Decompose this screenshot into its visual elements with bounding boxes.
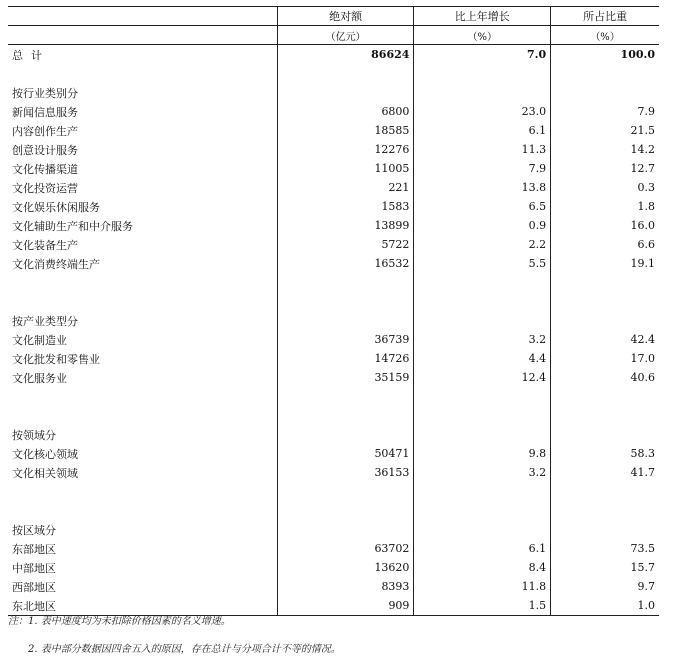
section-title: 按行业类别分 [12, 86, 78, 100]
footnote-2: 2. 表中部分数据因四舍五入的原因，存在总计与分项合计不等的情况。 [28, 644, 341, 655]
unit-row [8, 26, 659, 45]
row-absolute: 50471 [277, 444, 414, 463]
header-absolute-amount: 绝对额 [277, 7, 414, 26]
row-label: 内容创作生产 [12, 124, 78, 138]
row-absolute: 13620 [277, 558, 414, 577]
row-growth: 12.4 [414, 368, 551, 387]
total-row [8, 45, 659, 65]
total-label: 总计 [12, 48, 50, 62]
table-row [8, 235, 659, 254]
row-label: 文化服务业 [12, 371, 67, 385]
row-label: 文化批发和零售业 [12, 352, 100, 366]
row-share: 16.0 [551, 216, 659, 235]
spacer-cell [277, 273, 414, 292]
row-growth: 8.4 [414, 558, 551, 577]
row-growth: 0.9 [414, 216, 551, 235]
section-title-blank [551, 520, 659, 539]
statistics-table [8, 6, 659, 616]
row-share: 17.0 [551, 349, 659, 368]
table-row [8, 558, 659, 577]
row-label: 文化娱乐休闲服务 [12, 200, 100, 214]
spacer-cell [414, 273, 551, 292]
row-label: 创意设计服务 [12, 143, 78, 157]
table-row [8, 140, 659, 159]
row-absolute: 18585 [277, 121, 414, 140]
spacer-cell [8, 501, 277, 520]
spacer-cell [8, 292, 277, 311]
section-title: 按区域分 [12, 523, 56, 537]
header-share: 所占比重 [551, 7, 659, 26]
row-label: 西部地区 [12, 580, 56, 594]
row-growth: 13.8 [414, 178, 551, 197]
spacer-cell [414, 64, 551, 83]
row-absolute: 221 [277, 178, 414, 197]
spacer-cell [551, 292, 659, 311]
unit-growth: （%） [414, 26, 551, 45]
table-row [8, 539, 659, 558]
row-absolute: 36153 [277, 463, 414, 482]
row-label: 文化消费终端生产 [12, 257, 100, 271]
row-growth: 7.9 [414, 159, 551, 178]
spacer-cell [414, 482, 551, 501]
section-title-blank [277, 311, 414, 330]
spacer-cell [551, 64, 659, 83]
table-body [8, 45, 659, 616]
row-label: 东部地区 [12, 542, 56, 556]
spacer-cell [551, 482, 659, 501]
spacer-cell [414, 292, 551, 311]
table-row [8, 577, 659, 596]
row-growth: 2.2 [414, 235, 551, 254]
row-absolute: 35159 [277, 368, 414, 387]
spacer-cell [414, 501, 551, 520]
row-growth: 6.1 [414, 121, 551, 140]
spacer-cell [8, 387, 277, 406]
spacer-row [8, 501, 659, 520]
row-share: 40.6 [551, 368, 659, 387]
row-absolute: 6800 [277, 102, 414, 121]
row-growth: 6.5 [414, 197, 551, 216]
header-row [8, 7, 659, 26]
row-label: 中部地区 [12, 561, 56, 575]
spacer-cell [551, 501, 659, 520]
spacer-row [8, 273, 659, 292]
row-share: 1.0 [551, 596, 659, 616]
spacer-cell [277, 482, 414, 501]
row-growth: 23.0 [414, 102, 551, 121]
section-title-blank [414, 83, 551, 102]
row-growth: 3.2 [414, 463, 551, 482]
unit-absolute-amount: （亿元） [277, 26, 414, 45]
row-share: 6.6 [551, 235, 659, 254]
row-absolute: 14726 [277, 349, 414, 368]
row-share: 58.3 [551, 444, 659, 463]
table-row [8, 444, 659, 463]
row-label: 文化辅助生产和中介服务 [12, 219, 133, 233]
table-row [8, 178, 659, 197]
footnote-1: 注：1. 表中速度均为未扣除价格因素的名义增速。 [8, 616, 231, 627]
spacer-cell [414, 387, 551, 406]
spacer-cell [551, 406, 659, 425]
section-title-blank [551, 83, 659, 102]
table-row [8, 121, 659, 140]
row-growth: 6.1 [414, 539, 551, 558]
section-title-row [8, 520, 659, 539]
total-growth: 7.0 [414, 45, 551, 65]
section-title-blank [414, 425, 551, 444]
header-blank [8, 7, 277, 26]
spacer-cell [277, 406, 414, 425]
row-growth: 11.8 [414, 577, 551, 596]
row-label: 文化装备生产 [12, 238, 78, 252]
unit-blank [8, 26, 277, 45]
row-absolute: 13899 [277, 216, 414, 235]
spacer-cell [277, 387, 414, 406]
row-absolute: 63702 [277, 539, 414, 558]
table-row [8, 102, 659, 121]
row-label: 文化制造业 [12, 333, 67, 347]
spacer-cell [277, 64, 414, 83]
section-title-blank [414, 520, 551, 539]
row-absolute: 11005 [277, 159, 414, 178]
table-row [8, 159, 659, 178]
row-label: 文化投资运营 [12, 181, 78, 195]
spacer-cell [8, 482, 277, 501]
table-row [8, 254, 659, 273]
row-absolute: 16532 [277, 254, 414, 273]
row-label: 文化传播渠道 [12, 162, 78, 176]
row-share: 73.5 [551, 539, 659, 558]
row-absolute: 8393 [277, 577, 414, 596]
unit-share: （%） [551, 26, 659, 45]
row-growth: 5.5 [414, 254, 551, 273]
spacer-cell [277, 501, 414, 520]
row-growth: 9.8 [414, 444, 551, 463]
table-row [8, 463, 659, 482]
row-growth: 4.4 [414, 349, 551, 368]
spacer-row [8, 482, 659, 501]
section-title-blank [277, 425, 414, 444]
spacer-row [8, 292, 659, 311]
section-title: 按产业类型分 [12, 314, 78, 328]
spacer-cell [551, 273, 659, 292]
row-label: 文化相关领域 [12, 466, 78, 480]
section-title-row [8, 425, 659, 444]
table-row [8, 197, 659, 216]
spacer-row [8, 64, 659, 83]
row-label: 文化核心领域 [12, 447, 78, 461]
section-title-blank [551, 311, 659, 330]
header-growth: 比上年增长 [414, 7, 551, 26]
row-absolute: 36739 [277, 330, 414, 349]
row-growth: 3.2 [414, 330, 551, 349]
row-growth: 11.3 [414, 140, 551, 159]
row-absolute: 12276 [277, 140, 414, 159]
spacer-cell [277, 292, 414, 311]
total-share: 100.0 [551, 45, 659, 65]
row-absolute: 909 [277, 596, 414, 616]
row-share: 42.4 [551, 330, 659, 349]
table-header [8, 7, 659, 45]
row-share: 41.7 [551, 463, 659, 482]
table-row [8, 349, 659, 368]
row-label: 新闻信息服务 [12, 105, 78, 119]
spacer-row [8, 387, 659, 406]
section-title: 按领域分 [12, 428, 56, 442]
section-title-row [8, 83, 659, 102]
table-row [8, 216, 659, 235]
row-absolute: 1583 [277, 197, 414, 216]
section-title-blank [551, 425, 659, 444]
spacer-cell [551, 387, 659, 406]
row-share: 21.5 [551, 121, 659, 140]
section-title-blank [277, 83, 414, 102]
spacer-row [8, 406, 659, 425]
row-growth: 1.5 [414, 596, 551, 616]
row-share: 7.9 [551, 102, 659, 121]
row-label: 东北地区 [8, 596, 277, 616]
table-row [8, 330, 659, 349]
row-share: 14.2 [551, 140, 659, 159]
row-share: 15.7 [551, 558, 659, 577]
row-share: 12.7 [551, 159, 659, 178]
table-row [8, 368, 659, 387]
spacer-cell [414, 406, 551, 425]
row-share: 0.3 [551, 178, 659, 197]
spacer-cell [8, 64, 277, 83]
section-title-row [8, 311, 659, 330]
spacer-cell [8, 406, 277, 425]
total-absolute: 86624 [277, 45, 414, 65]
section-title-blank [277, 520, 414, 539]
row-share: 1.8 [551, 197, 659, 216]
row-share: 19.1 [551, 254, 659, 273]
row-absolute: 5722 [277, 235, 414, 254]
row-share: 9.7 [551, 577, 659, 596]
spacer-cell [8, 273, 277, 292]
section-title-blank [414, 311, 551, 330]
